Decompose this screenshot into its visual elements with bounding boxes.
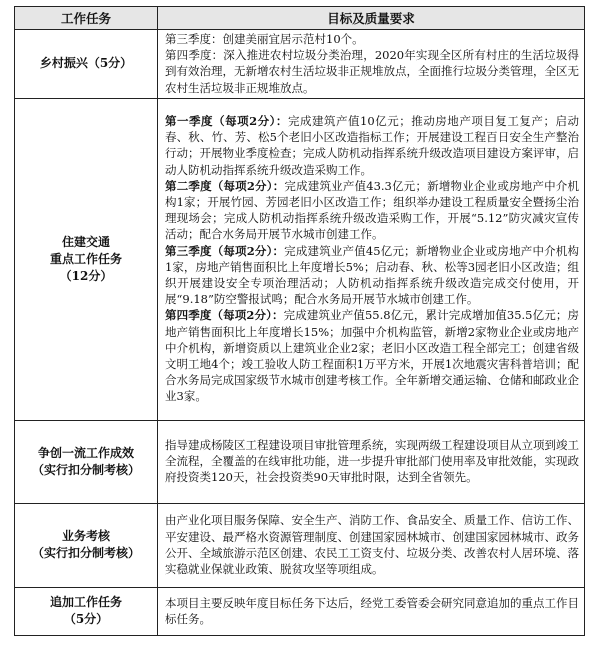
task-score: （12分） bbox=[59, 268, 113, 283]
quarter-heading: 第二季度（每项2分）： bbox=[165, 178, 285, 193]
goal-paragraph: 第四季度：深入推进农村垃圾分类治理，2020年实现全区所有村庄的生活垃圾得到有效治理，无新增农村生活垃圾非正规堆放点，全面推行垃圾分类管理，全区无农村生活垃圾非正规堆放点。 bbox=[165, 48, 579, 95]
quarter-body: 完成建筑业产值45亿元；新增物业企业或房地产中介机构1家，房地产销售面积比上年度增长5%；启动春、秋、松等3园老旧小区改造；组织开展建设安全专项治理活动；人防机动指挥系统升级改造完成交付使用，开展“9.18”防空警报试鸣；配合水务局开展节水城市创建工作。 bbox=[165, 243, 579, 307]
task-cell bbox=[15, 30, 158, 99]
task-note: （实行扣分制考核） bbox=[31, 462, 140, 477]
task-cell bbox=[15, 98, 158, 420]
goal-paragraph: 指导建成杨陵区工程建设项目审批管理系统，实现两级工程建设项目从立项到竣工全流程，全覆盖的在线审批功能，进一步提升审批部门使用率及审批效能，实现政府投资类120天，社会投资类90天审批时限，达到全省领先。 bbox=[165, 438, 579, 485]
goal-paragraph: 由产业化项目服务保障、安全生产、消防工作、食品安全、质量工作、信访工作、平安建设、最严格水资源管理制度、创建国家园林城市、创建国家园林城市、政务公开、全域旅游示范区创建、农民工工资支付、垃圾分类、改善农村人居环境、落实稳就业保就业政策、脱贫攻坚等项组成。 bbox=[165, 513, 579, 577]
task-score: （5分） bbox=[63, 612, 109, 627]
goal-cell bbox=[158, 503, 585, 587]
task-cell bbox=[15, 503, 158, 587]
quarter-paragraph bbox=[165, 243, 579, 308]
quarter-body: 完成建筑业产值43.3亿元；新增物业企业或房地产中介机构1家；开展竹园、芳园老旧小区改造工作；组织举办建设工程质量安全暨扬尘治理现场会；完成人防机动指挥系统升级改造采购工作，开展“5.12”防灾减灾宣传活动；配合水务局开展节水城市创建工作。 bbox=[165, 178, 579, 242]
task-label: 乡村振兴（5分） bbox=[39, 56, 133, 71]
task-label: 业务考核 bbox=[61, 529, 110, 544]
quarter-paragraph bbox=[165, 178, 579, 243]
quarter-body: 完成建筑产值10亿元；推动房地产项目复工复产；启动春、秋、竹、芳、松5个老旧小区改造指标工作；开展建设工程百日安全生产整治行动；开展物业季度检查；完成人防机动指挥系统升级改造项目建设方案评审，启动人防机动指挥系统升级改造采购工作。 bbox=[165, 113, 579, 177]
goal-cell bbox=[158, 420, 585, 503]
quarter-body: 完成建筑业产值55.8亿元，累计完成增加值35.5亿元；房地产销售面积比上年度增长15%；加强中介机构监管，新增2家物业企业或房地产中介机构，新增资质以上建筑业企业2家；老旧小区改造工程全部完工；创建省级文明工地4个；竣工验收人防工程面积1万平方米，开展1次地震灾害科普培训；配合水务局完成国家级节水城市创建考核工作。全年新增交通运输、仓储和邮政业企业3家。 bbox=[165, 308, 579, 404]
task-note: （实行扣分制考核） bbox=[31, 546, 140, 561]
task-label: 住建交通 bbox=[61, 234, 110, 249]
quarter-heading: 第三季度（每项2分）： bbox=[165, 243, 285, 258]
task-cell bbox=[15, 420, 158, 503]
table-row-additional bbox=[15, 587, 585, 635]
goal-paragraph: 本项目主要反映年度目标任务下达后，经党工委管委会研究同意追加的重点工作目标任务。 bbox=[165, 595, 579, 626]
goal-cell bbox=[158, 98, 585, 420]
task-label: 争创一流工作成效 bbox=[37, 445, 134, 460]
quarter-heading: 第一季度（每项2分）： bbox=[165, 113, 288, 128]
quarter-paragraph bbox=[165, 113, 579, 178]
quarter-paragraph bbox=[165, 307, 579, 404]
task-label: 追加工作任务 bbox=[49, 595, 122, 610]
goal-paragraph: 第三季度：创建美丽宜居示范村10个。 bbox=[165, 32, 364, 46]
table-row-business bbox=[15, 503, 585, 587]
table-row-housing bbox=[15, 98, 585, 420]
quarter-heading: 第四季度（每项2分）： bbox=[165, 308, 284, 323]
goals-table bbox=[14, 6, 585, 636]
table-row-first-class bbox=[15, 420, 585, 503]
goal-cell bbox=[158, 587, 585, 635]
table-row-rural bbox=[15, 30, 585, 99]
goal-cell bbox=[158, 30, 585, 99]
table-header-row bbox=[15, 7, 585, 30]
task-cell bbox=[15, 587, 158, 635]
task-label: 重点工作任务 bbox=[49, 251, 122, 266]
header-goals: 目标及质量要求 bbox=[158, 7, 585, 30]
header-task: 工作任务 bbox=[15, 7, 158, 30]
